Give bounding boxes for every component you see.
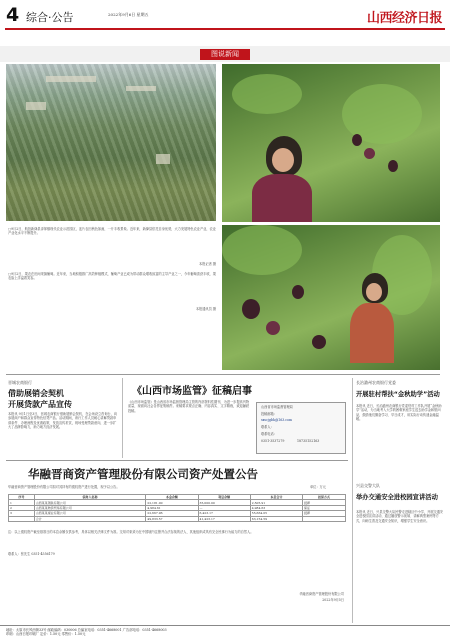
column-rule-left <box>122 378 123 458</box>
left-article-title: 借助展销会契机 <box>8 389 64 398</box>
ad-intro: 华融晋商资产管理股份有限公司拟对其持有的债权资产进行处置，现予以公告。 <box>8 485 120 489</box>
col-header: 利息余额 <box>198 495 250 500</box>
table-cell: 49,833.57 <box>146 516 198 521</box>
col-header: 担保方式 <box>303 495 346 500</box>
ad-notes: 注：以上债权资产截至基准日的本息余额仅供参考，具体以相关法律文件为准。交易对象须为在中国境内注册并合法存续的法人、其他组织或具有完全民事行为能力的自然人。 <box>8 530 254 534</box>
page-number: 4 <box>6 4 20 26</box>
center-article-title: 《山西市场监管》征稿启事 <box>132 386 252 397</box>
table-cell: 合计 <box>34 516 146 521</box>
col-header: 债务人名称 <box>34 495 146 500</box>
col-header: 本金余额 <box>146 495 198 500</box>
table-cell: 保证 <box>303 505 346 510</box>
photo-caption-2: □9月2日，果农在田间采摘葡萄。近年来，当地积极推广高效种植模式，葡萄产业已成为带动群众增收致富的主导产业之一，今年葡萄喜获丰收，果农脸上洋溢着笑容。 <box>8 272 216 281</box>
table-total-row <box>9 516 346 521</box>
section-divider <box>6 374 440 375</box>
right-article-1-title: 开展驻村帮扶“金秋助学”活动 <box>356 391 440 398</box>
issue-date: 2022年9月6日 星期五 <box>108 12 149 17</box>
table-cell: 2,505.91 <box>250 500 302 505</box>
submission-info-box <box>256 402 346 454</box>
photo-credit-1: 本报记者 摄 <box>199 262 216 266</box>
table-cell: 35,000.00 <box>198 500 250 505</box>
footer-line-1: 地址：太原市长风西街33号 邮政编码：030006 总编室电话：0351-4668001 广告部电话：0351-4668003 <box>6 628 167 632</box>
footer-line-2: 印刷：山西日报印刷厂 定价：1.50元 零售价：1.50元 <box>6 632 86 636</box>
asset-table <box>8 494 346 522</box>
table-cell: 山西某某物资贸易有限公司 <box>34 505 146 510</box>
ad-signoff: 华融晋商资产管理股份有限公司 <box>299 592 344 596</box>
left-article-kicker: 晋城农商银行 <box>8 380 32 385</box>
table-cell: 4,984.63 <box>250 505 302 510</box>
table-cell <box>303 516 346 521</box>
left-article-subtitle: 开展贷款产品宣传 <box>8 400 72 409</box>
ad-top-rule <box>6 460 348 461</box>
ad-title: 华融晋商资产管理股份有限公司资产处置公告 <box>28 467 258 481</box>
column-rule-right <box>352 378 353 623</box>
table-cell: 1 <box>9 500 35 505</box>
page-footer <box>0 625 450 640</box>
table-cell: 山西某某钢铁有限公司 <box>34 500 146 505</box>
box-label-phone: 联系电话： <box>261 432 277 436</box>
ad-contact: 联系人：张先生 0351-4556179 <box>8 552 55 556</box>
table-cell: 3 <box>9 511 35 516</box>
left-article-body: 本报讯 9月1日至3日，晋城农商银行借助展销会契机，在会场设立咨询台，向参展商户和群众宣传特色信贷产品。活动期间，该行工作人员耐心讲解贷款申请条件、办理流程及优惠政策，发放宣传折页，现场受理贷款意向，进一步扩大了品牌影响力，助力地方经济发展。 <box>8 412 118 430</box>
table-cell: — <box>198 505 250 510</box>
center-article-body: 《山西市场监管》是山西省市场监督管理局主管的内部资料性期刊，为进一步提高刊物质量，现面向社会各界征集稿件。来稿要求观点正确、内容真实、文字精练，欢迎踊跃投稿。 <box>128 400 250 413</box>
aerial-farmland-photo <box>6 64 216 221</box>
box-org: 山西省市场监督管理局 <box>261 405 293 409</box>
table-cell: 41,423.17 <box>198 516 250 521</box>
right-article-2-kicker: 兴县交警大队 <box>356 483 380 488</box>
right-article-1-kicker: 长治潞州农商银行党委 <box>356 380 396 385</box>
orchard-bottom-photo <box>222 225 440 370</box>
orchard-top-photo <box>222 64 440 222</box>
right-article-2-body: 本报讯 近日，兴县交警大队民警走进辖区中小学，开展交通安全进校园宣讲活动，通过播放警示视频、讲解典型案例等方式，向师生普及交通安全知识，增强学生安全意识。 <box>356 510 444 523</box>
ad-signdate: 2022年9月5日 <box>322 598 344 602</box>
photo-credit-2: 本报通讯员 摄 <box>195 307 216 311</box>
table-cell <box>9 516 35 521</box>
photo-caption-1: □9月2日，航拍新绛县泽掌镇现代农业示范园区，连片农田秋色如画，一片丰收景象。近年来，新绛县依托自身优势，大力发展特色农业产业，农业产业化水平不断提升。 <box>8 227 216 236</box>
ad-unit: 单位：万元 <box>310 485 326 489</box>
table-cell: 抵押 <box>303 500 346 505</box>
table-cell: 63,154.59 <box>250 516 302 521</box>
table-cell: 4,984.61 <box>146 505 198 510</box>
table-cell: 山西某某煤业有限公司 <box>34 511 146 516</box>
box-label-contact: 联系人： <box>261 425 274 429</box>
table-cell: 2 <box>9 505 35 510</box>
masthead-logo: 山西经济日报 <box>366 11 442 26</box>
table-cell: 22,181.00 <box>146 500 198 505</box>
section-title: 综合·公告 <box>26 11 74 24</box>
table-cell: 55,664.05 <box>250 511 302 516</box>
box-email: sxscjgbh@163.com <box>261 418 292 422</box>
box-phone-2: 18735152163 <box>297 439 320 443</box>
right-article-2-title: 举办交通安全进校园宣讲活动 <box>356 494 438 501</box>
photo-section-title: 图说新闻 <box>200 49 250 60</box>
right-article-1-body: 本报讯 近日，长治潞州农商银行党委驻村工作队开展“金秋助学”活动，为当地考入大学的困难家庭学生送去助学金和慰问品，鼓励他们勤奋学习、早日成才，用实际行动传递金融温暖。 <box>356 404 442 422</box>
table-cell: 22,667.96 <box>146 511 198 516</box>
box-label-email: 投稿邮箱： <box>261 412 277 416</box>
box-phone: 0351-3537279 <box>261 439 285 443</box>
header-rule <box>5 28 445 30</box>
col-header: 本息合计 <box>250 495 302 500</box>
table-cell: 抵押 <box>303 511 346 516</box>
col-header: 序号 <box>9 495 35 500</box>
table-cell: 6,423.17 <box>198 511 250 516</box>
